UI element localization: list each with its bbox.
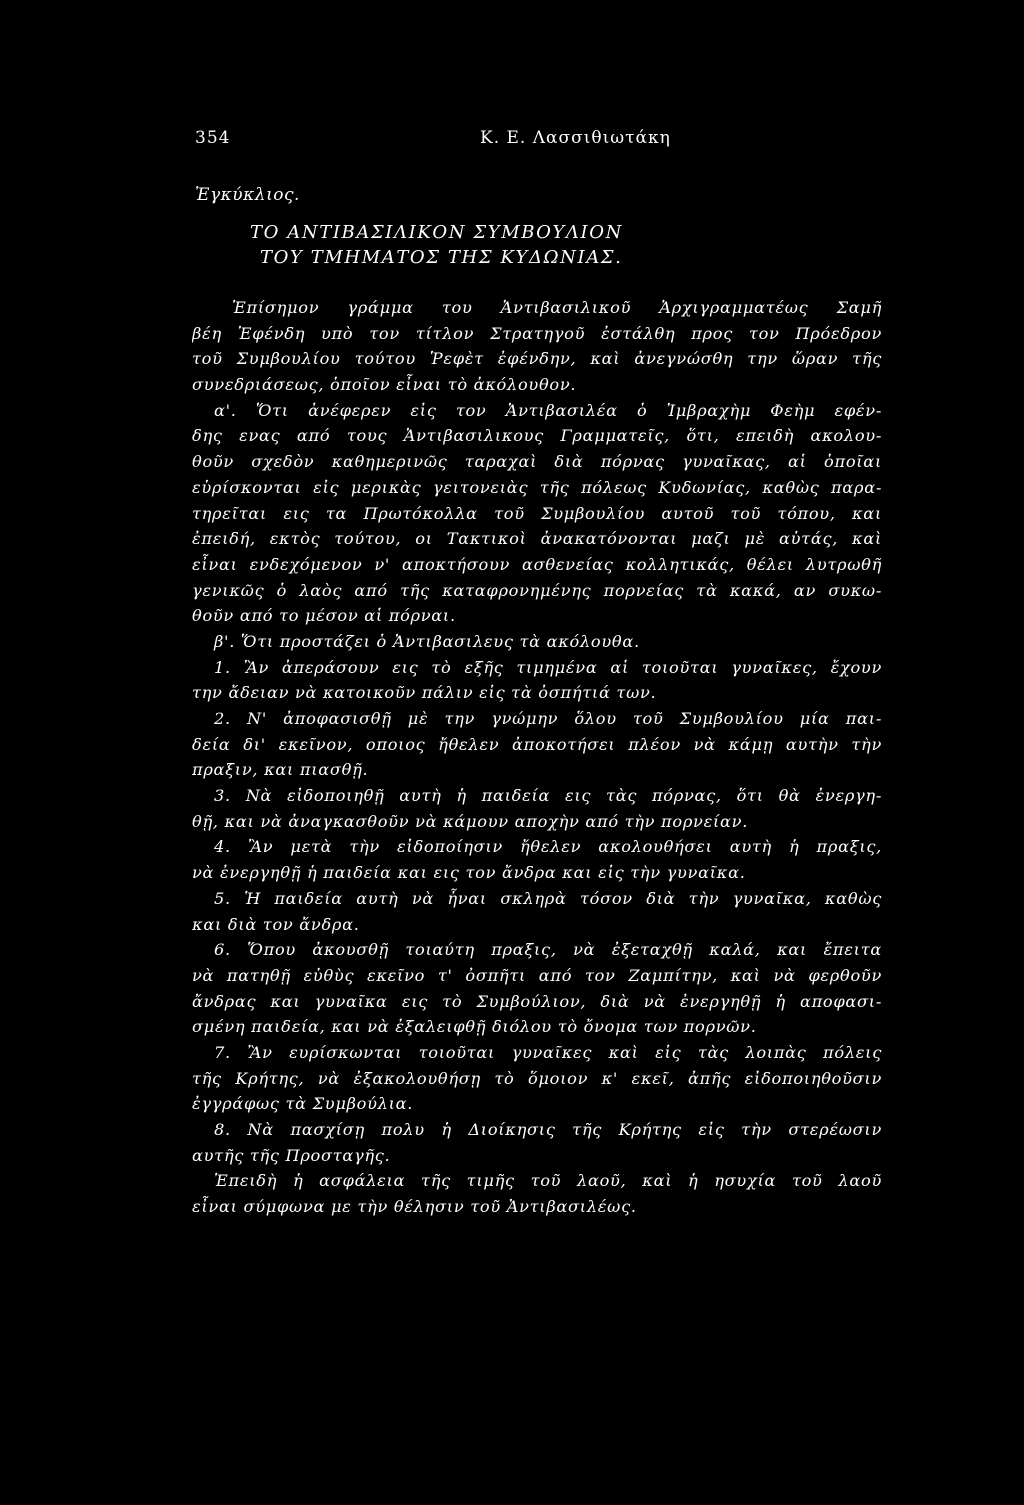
text-line: 3. Νὰ εἰδοποιηθῇ αυτὴ ἡ παιδεία εις τὰς πόρνας, ὅτι θὰ ἐνεργη- xyxy=(214,786,882,806)
text-line: θοῦν από το μέσον αἱ πόρναι. xyxy=(192,606,456,626)
text-line: δης ενας από τους Ἀντιβασιλικους Γραμματεῖς, ὅτι, επειδὴ ακολου- xyxy=(192,426,882,446)
text-line: θῇ, και νὰ ἀναγκασθοῦν νὰ κάμουν αποχὴν από τὴν πορνείαν. xyxy=(192,811,749,831)
text-line: θοῦν σχεδὸν καθημερινῶς ταραχαὶ διὰ πόρνας γυναῖκας, αἱ ὁποῖαι xyxy=(192,452,882,472)
text-line: Ἐπίσημον γράμμα του Ἀντιβασιλικοῦ Ἀρχιγραμματέως Σαμῆ xyxy=(232,298,882,317)
text-line: εἶναι σύμφωνα με τὴν θέλησιν τοῦ Ἀντιβασιλέως. xyxy=(192,1197,637,1217)
text-line: νὰ πατηθῇ εὐθὺς εκεῖνο τ' ὀσπῆτι από τον Ζαμπίτην, καὶ νὰ φερθοῦν xyxy=(192,965,882,985)
text-line: νὰ ἐνεργηθῇ ἡ παιδεία και εις τον ἄνδρα και εἰς τὴν γυναῖκα. xyxy=(192,863,746,883)
text-line: 1. Ἂν ἀπεράσουν εις τὸ εξῆς τιμημένα αἱ τοιοῦται γυναῖκες, ἔχουν xyxy=(214,657,882,677)
text-line: αυτῆς τῆς Προσταγῆς. xyxy=(192,1145,391,1165)
text-line: β'. Ὅτι προστάζει ὁ Ἀντιβασιλευς τὰ ακόλουθα. xyxy=(214,631,640,651)
document-title-line-2: ΤΟΥ ΤΜΗΜΑΤΟΣ ΤΗΣ ΚΥΔΩΝΙΑΣ. xyxy=(260,247,623,268)
text-line: 6. Ὅπου ἀκουσθῇ τοιαύτη πραξις, νὰ ἐξεταχθῇ καλά, και ἔπειτα xyxy=(214,940,882,960)
text-line: 7. Ἂν ευρίσκωνται τοιοῦται γυναῖκες καὶ εἰς τὰς λοιπὰς πόλεις xyxy=(214,1042,882,1062)
text-line: και διὰ τον ἄνδρα. xyxy=(192,914,360,934)
text-line: 4. Ἂν μετὰ τὴν εἰδοποίησιν ἤθελεν ακολουθήσει αυτὴ ἡ πραξις, xyxy=(214,837,882,857)
text-line: τοῦ Συμβουλίου τούτου Ῥεφὲτ ἐφένδην, καὶ ἀνεγνώσθη την ὥραν τῆς xyxy=(192,349,882,369)
text-line: την ἄδειαν νὰ κατοικοῦν πάλιν εἰς τὰ ὀσπήτιά των. xyxy=(192,683,657,703)
document-title-line-1: ΤΟ ΑΝΤΙΒΑΣΙΛΙΚΟΝ ΣΥΜΒΟΥΛΙΟΝ xyxy=(250,222,623,243)
document-body xyxy=(192,295,882,1220)
text-line: 2. Ν' ἀποφασισθῇ μὲ την γνώμην ὅλου τοῦ Συμβουλίου μία παι- xyxy=(214,709,882,728)
text-line: 5. Ἡ παιδεία αυτὴ νὰ ἦναι σκληρὰ τόσον διὰ τὴν γυναῖκα, καθὼς xyxy=(214,888,882,908)
text-line: εἶναι ενδεχόμενον ν' αποκτήσουν ασθενείας κολλητικάς, θέλει λυτρωθῆ xyxy=(192,554,882,574)
text-line: γενικῶς ὁ λαὸς από τῆς καταφρονημένης πορνείας τὰ κακά, αν συκω- xyxy=(192,580,882,600)
text-line: Ἐπειδὴ ἡ ασφάλεια τῆς τιμῆς τοῦ λαοῦ, καὶ ἡ ησυχία τοῦ λαοῦ xyxy=(214,1171,882,1191)
text-line: 8. Νὰ πασχίσῃ πολυ ἡ Διοίκησις τῆς Κρήτης εἰς τὴν στερέωσιν xyxy=(214,1120,882,1139)
text-line: α'. Ὅτι ἀνέφερεν εἰς τον Ἀντιβασιλέα ὁ Ἰμβραχὴμ Φεὴμ εφέν- xyxy=(214,400,882,420)
text-line: πραξιν, και πιασθῇ. xyxy=(192,760,369,780)
text-line: εὑρίσκονται εἰς μερικὰς γειτονειὰς τῆς πόλεως Κυδωνίας, καθὼς παρα- xyxy=(192,477,882,497)
page-number: 354 xyxy=(195,128,231,148)
text-line: σμένη παιδεία, και νὰ ἐξαλειφθῇ διόλου τὸ ὄνομα των πορνῶν. xyxy=(192,1017,757,1037)
text-line: συνεδριάσεως, ὁποῖον εἶναι τὸ ἀκόλουθον. xyxy=(192,375,577,395)
running-head-author: Κ. Ε. Λασσιθιωτάκη xyxy=(480,128,671,148)
text-line: τῆς Κρήτης, νὰ ἐξακολουθήσῃ τὸ ὅμοιον κ' εκεῖ, ἀπῆς εἰδοποιηθοῦσιν xyxy=(192,1068,882,1088)
text-line: βέη Ἐφένδη υπὸ τον τίτλον Στρατηγοῦ ἐστάλθη προς τον Πρόεδρον xyxy=(192,323,882,343)
text-line: ἐγγράφως τὰ Συμβούλια. xyxy=(192,1094,414,1114)
text-line: ἄνδρας και γυναῖκα εις τὸ Συμβούλιον, διὰ νὰ ἐνεργηθῇ ἡ αποφασι- xyxy=(192,991,882,1011)
text-line: ἐπειδή, εκτὸς τούτου, οι Τακτικοὶ ἀνακατόνονται μαζι μὲ αὐτάς, καὶ xyxy=(192,529,882,549)
encyclical-label: Ἐγκύκλιος. xyxy=(195,185,300,205)
text-line: τηρεῖται εις τα Πρωτόκολλα τοῦ Συμβουλίου αυτοῦ τοῦ τόπου, και xyxy=(192,503,882,523)
text-line: δεία δι' εκεῖνον, οποιος ἤθελεν ἀποκοτήσει πλέον νὰ κάμῃ αυτὴν τὴν xyxy=(192,734,882,754)
